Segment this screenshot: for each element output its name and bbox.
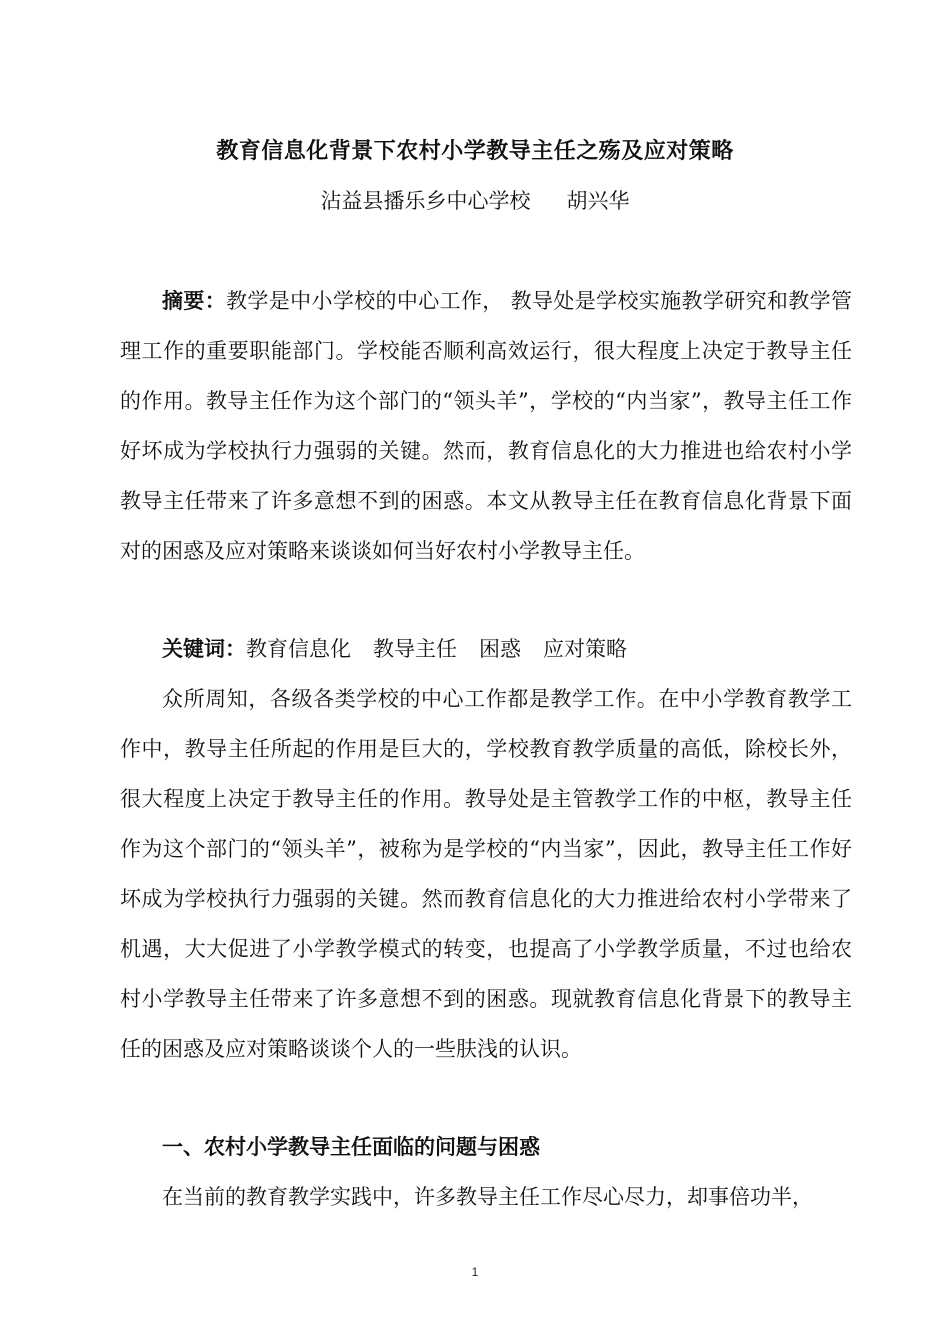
- keyword-item: 应对策略: [543, 637, 627, 661]
- author-line: [0, 184, 950, 218]
- abstract-section: [120, 276, 852, 576]
- intro-paragraph: 众所周知，各级各类学校的中心工作都是教学工作。在中小学教育教学工作中，教导主任所起的作用是巨大的，学校教育教学质量的高低，除校长外，很大程度上决定于教导主任的作用。教导处是主管教学工作的中枢，教导主任作为这个部门的“领头羊”，被称为是学校的“内当家”，因此，教导主任工作好坏成为学校执行力强弱的关键。然而教育信息化的大力推进给农村小学带来了机遇，大大促进了小学教学模式的转变，也提高了小学教学质量，不过也给农村小学教导主任带来了许多意想不到的困惑。现就教育信息化背景下的教导主任的困惑及应对策略谈谈个人的一些肤浅的认识。: [120, 687, 852, 1061]
- keyword-item: 教育信息化: [246, 637, 351, 661]
- keyword-item: 教导主任: [373, 637, 457, 661]
- page-number: 1: [471, 1265, 479, 1279]
- intro-section: [120, 674, 852, 1074]
- section-1-paragraph: 在当前的教育教学实践中，许多教导主任工作尽心尽力，却事倍功半，: [162, 1185, 813, 1209]
- keywords-label: 关键词：: [162, 637, 246, 661]
- section-1-heading: 一、农村小学教导主任面临的问题与困惑: [162, 1135, 540, 1159]
- keyword-item: 困惑: [479, 637, 521, 661]
- abstract-label: 摘要：: [162, 289, 227, 313]
- author-name: 胡兴华: [566, 189, 630, 213]
- keywords-section: [120, 624, 852, 674]
- document-title: 教育信息化背景下农村小学教导主任之殇及应对策略: [216, 139, 734, 164]
- keywords-paragraph: [120, 624, 852, 674]
- section-1-body: [120, 1172, 852, 1222]
- author-school: 沾益县播乐乡中心学校: [320, 189, 531, 213]
- abstract-text: 教学是中小学校的中心工作， 教导处是学校实施教学研究和教学管理工作的重要职能部门。学校能否顺利高效运行，很大程度上决定于教导主任的作用。教导主任作为这个部门的“领头羊”，学校的“内当家”，教导主任工作好坏成为学校执行力强弱的关键。然而，教育信息化的大力推进也给农村小学教导主任带来了许多意想不到的困惑。本文从教导主任在教育信息化背景下面对的困惑及应对策略来谈谈如何当好农村小学教导主任。: [120, 289, 852, 563]
- abstract-paragraph: [120, 276, 852, 576]
- section-1-heading-block: [120, 1122, 852, 1172]
